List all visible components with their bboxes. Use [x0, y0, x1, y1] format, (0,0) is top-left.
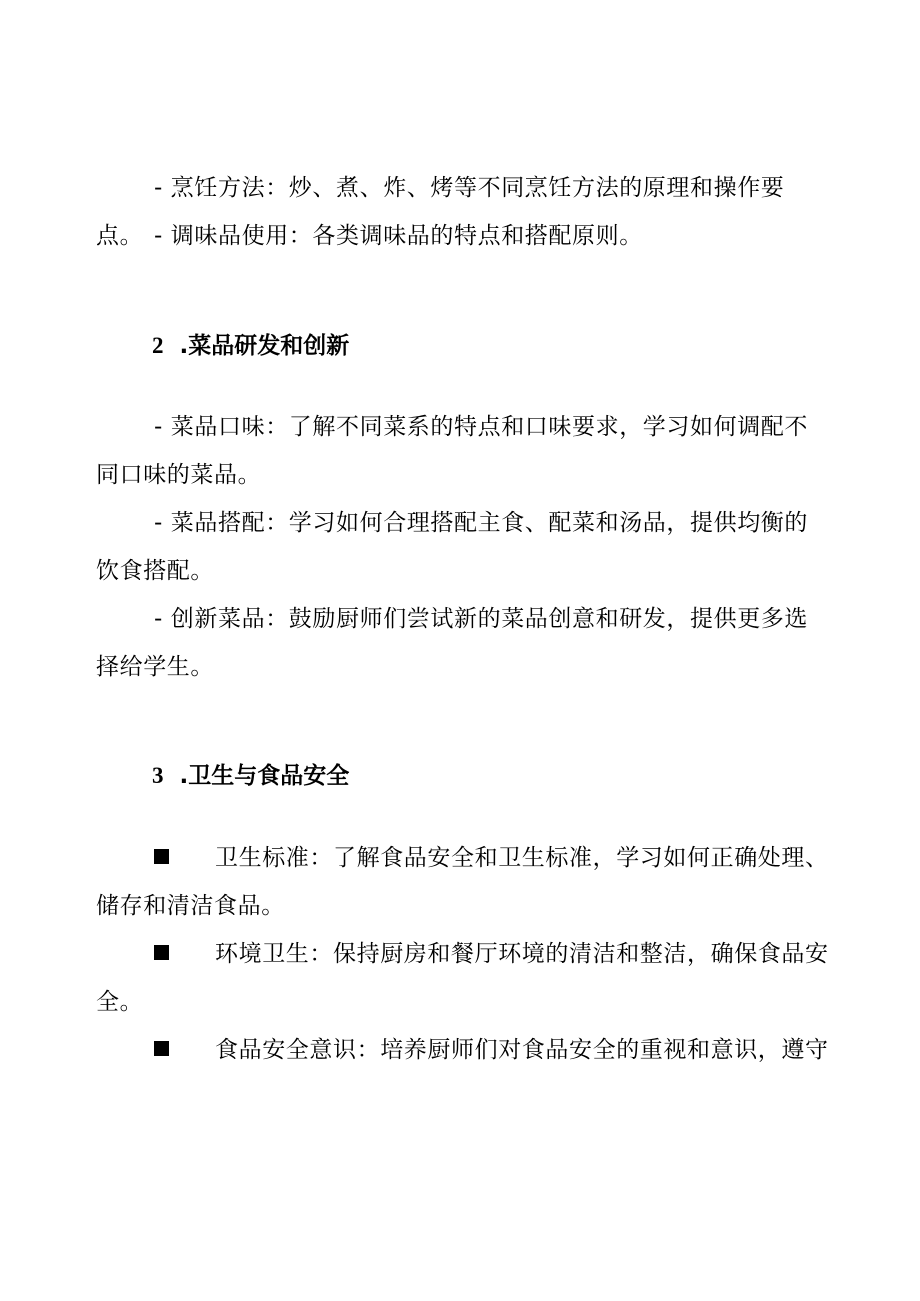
- environment-hygiene-text: 环境卫生：保持厨房和餐厅环境的清洁和整洁，确保食品安全。: [96, 941, 829, 1015]
- food-safety-awareness-text: 食品安全意识：培养厨师们对食品安全的重视和意识，遵守: [215, 1037, 829, 1063]
- hygiene-standard-item: [96, 834, 831, 930]
- hygiene-standard-text: 卫生标准：了解食品安全和卫生标准，学习如何正确处理、储存和清洁食品。: [96, 845, 829, 919]
- innovative-dish-item: - 创新菜品：鼓励厨师们尝试新的菜品创意和研发，提供更多选择给学生。: [96, 606, 809, 680]
- dish-flavor-item: - 菜品口味：了解不同菜系的特点和口味要求，学习如何调配不同口味的菜品。: [96, 414, 809, 488]
- dish-pairing-item: - 菜品搭配：学习如何合理搭配主食、配菜和汤品，提供均衡的饮食搭配。: [96, 510, 809, 584]
- section-2-title: .菜品研发和创新: [179, 333, 350, 359]
- square-bullet-icon: [154, 1041, 169, 1056]
- cooking-methods-line: - 烹饪方法：炒、煮、炸、烤等不同烹饪方法的原理和操作要点。: [96, 175, 785, 249]
- section-2-heading: [152, 330, 349, 362]
- section-3-number: 3: [152, 763, 164, 788]
- food-safety-awareness-item: [96, 1026, 831, 1074]
- square-bullet-icon: [154, 849, 169, 864]
- section-3-title: .卫生与食品安全: [179, 763, 350, 789]
- square-bullet-icon: [154, 945, 169, 960]
- environment-hygiene-item: [96, 930, 831, 1026]
- section-3-heading: [152, 760, 349, 792]
- seasoning-use-line: - 调味品使用：各类调味品的特点和搭配原则。: [154, 223, 643, 249]
- section-2-number: 2: [152, 333, 164, 358]
